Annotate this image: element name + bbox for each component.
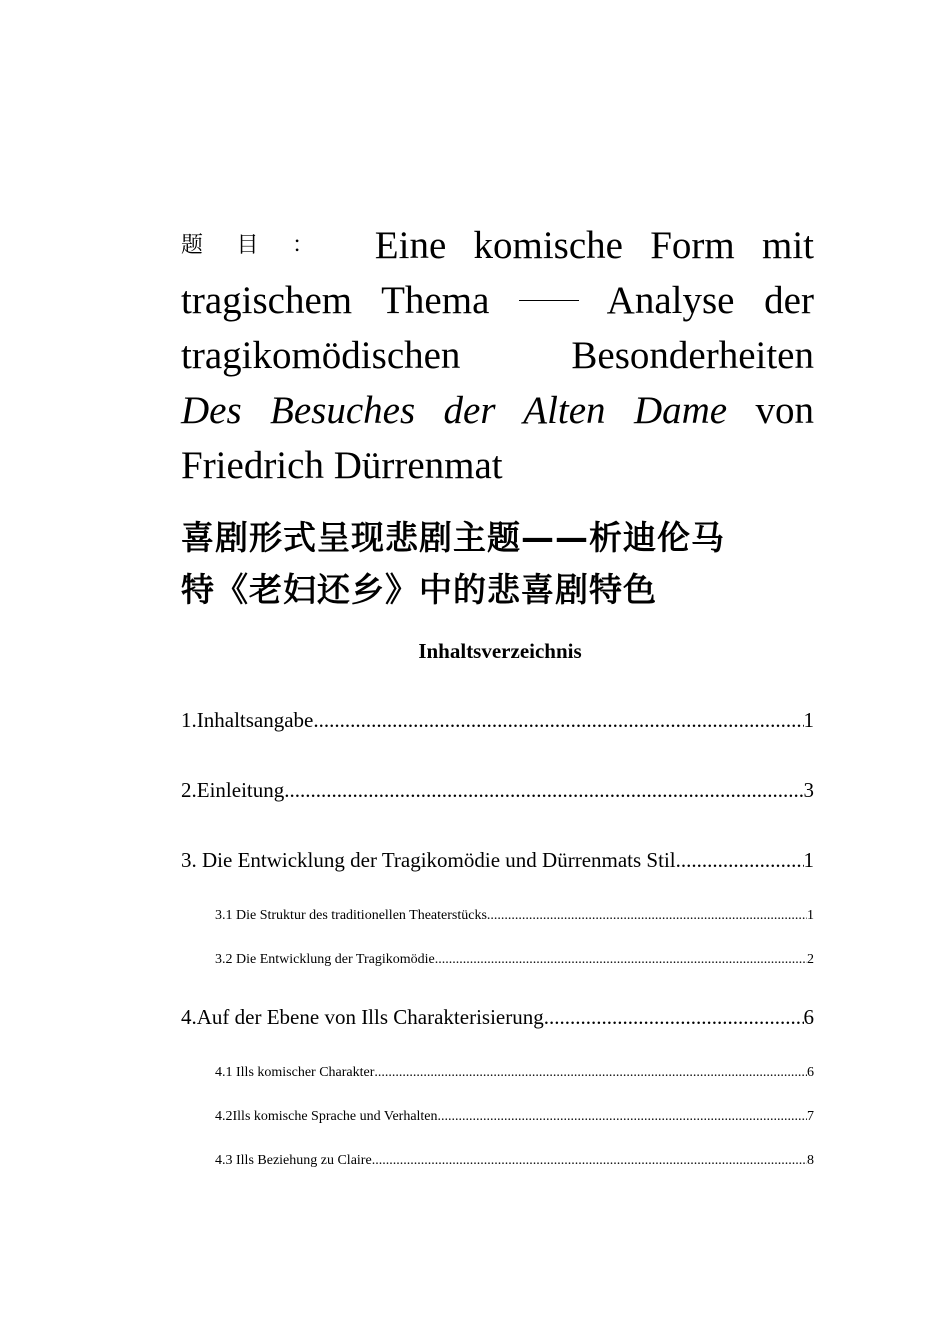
toc-entry[interactable] [181,1005,814,1030]
toc-subentry[interactable] [215,1065,814,1081]
title-prefix: 题目： [181,233,348,258]
title-dash [519,300,579,301]
toc-entry[interactable] [181,848,814,873]
toc-leader-dots [374,1065,807,1081]
toc-leader-dots [487,908,807,924]
toc-entry-title: 4.3 Ills Beziehung zu Claire [215,1153,372,1168]
toc-entry-page: 1 [803,708,814,732]
toc-leader-dots [435,952,807,968]
title-work-name: Des Besuches der Alten Dame [181,389,728,432]
toc-subentry[interactable] [215,1153,814,1169]
toc-entry-page: 2 [807,952,814,967]
toc-entry-title: 1.Inhaltsangabe [181,708,314,732]
toc-leader-dots [438,1109,807,1125]
title-line-4-tail: von [755,389,814,432]
title-line-1-text: Eine komische Form mit [374,224,814,267]
chinese-title-line-2: 特《老妇还乡》中的悲喜剧特色 [181,570,657,609]
toc-entry-title: 3.2 Die Entwicklung der Tragikomödie [215,952,435,967]
title-line-3: tragikomödischen Besonderheiten [181,334,814,377]
toc-entry-title: 4.1 Ills komischer Charakter [215,1065,375,1080]
toc-entry-page: 6 [807,1065,814,1080]
toc-heading: Inhaltsverzeichnis [418,639,582,663]
toc-entry-title: 3. Die Entwicklung der Tragikomödie und Dürrenmats Stil [181,848,676,872]
title-line-2 [181,273,814,328]
toc-entry-page: 3 [803,778,814,802]
title-line-2-start: tragischem Thema [181,279,490,322]
toc-entry-title: 3.1 Die Struktur des traditionellen Theaterstücks [215,908,487,923]
title-line-4 [181,383,814,438]
toc-entry-title: 4.2Ills komische Sprache und Verhalten [215,1109,438,1124]
toc-leader-dots [676,848,804,873]
toc-subentry[interactable] [215,952,814,968]
toc-entry-page: 8 [807,1153,814,1168]
toc-entry-page: 1 [807,908,814,923]
chinese-title [181,512,821,616]
toc-entry-title: 2.Einleitung [181,778,285,802]
toc-entry[interactable] [181,778,814,803]
chinese-title-line-1: 喜剧形式呈现悲剧主题——析迪伦马 [181,518,725,557]
toc-entry-page: 1 [803,848,814,872]
toc-leader-dots [544,1005,804,1030]
title-line-5: Friedrich Dürrenmat [181,444,503,487]
toc-leader-dots [313,708,803,733]
toc-subentry[interactable] [215,1109,814,1125]
toc-entry[interactable] [181,708,814,733]
toc-entry-page: 7 [807,1109,814,1124]
toc-entry-page: 6 [803,1005,814,1029]
toc-subentry[interactable] [215,908,814,924]
german-title [181,218,814,493]
title-line-2-end: Analyse der [606,279,814,322]
toc-leader-dots [372,1153,807,1169]
title-line-1 [181,218,814,273]
toc-leader-dots [284,778,803,803]
toc-entry-title: 4.Auf der Ebene von Ills Charakterisierung [181,1005,544,1029]
